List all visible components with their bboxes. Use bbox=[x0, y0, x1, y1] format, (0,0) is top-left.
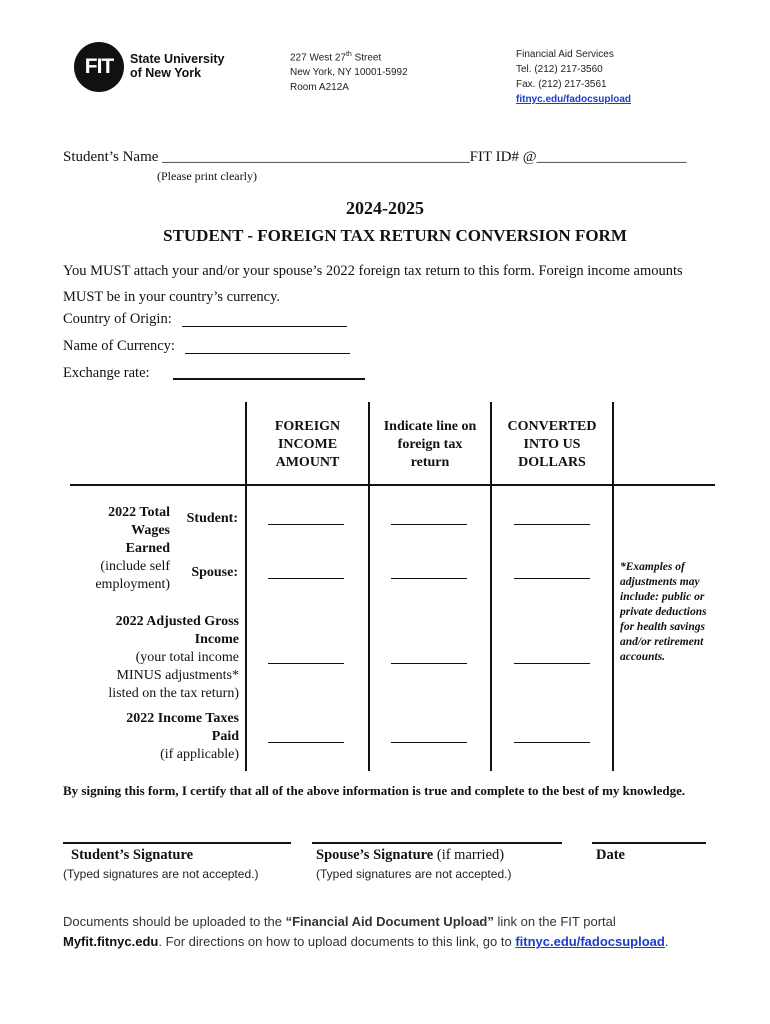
student-converted-field[interactable] bbox=[514, 524, 590, 525]
certification-text: By signing this form, I certify that all of the above information is true and complete to the best of my knowledge. bbox=[63, 783, 686, 798]
student-signature-label: Student’s Signature bbox=[71, 847, 194, 863]
intro-text: You MUST attach your and/or your spouse’s 2022 foreign tax return to this form. Foreign income amounts MUST be in your country’s currency. bbox=[63, 263, 683, 305]
date-line[interactable] bbox=[592, 842, 706, 844]
contact-block: Financial Aid Services Tel. (212) 217-3560 Fax. (212) 217-3561 fitnyc.edu/fadocsupload bbox=[516, 49, 632, 105]
exchange-label: Exchange rate: bbox=[63, 365, 150, 381]
spouse-foreign-field[interactable] bbox=[268, 578, 344, 579]
form-year: 2024-2025 bbox=[346, 198, 424, 218]
form-title: STUDENT - FOREIGN TAX RETURN CONVERSION FORM bbox=[163, 226, 627, 245]
upload-link[interactable]: fitnyc.edu/fadocsupload bbox=[516, 94, 632, 105]
row-label-wages: 2022 Total Wages Earned (include self employment) bbox=[95, 505, 170, 592]
country-label: Country of Origin: bbox=[63, 311, 172, 327]
student-line-field[interactable] bbox=[391, 524, 467, 525]
portal-link[interactable]: Myfit.fitnyc.edu bbox=[63, 934, 159, 949]
agi-converted-field[interactable] bbox=[514, 663, 590, 664]
exchange-field[interactable] bbox=[173, 378, 365, 380]
header-line-indicator: Indicate line on foreign tax return bbox=[383, 419, 477, 470]
header-converted: CONVERTED INTO US DOLLARS bbox=[507, 419, 597, 470]
agi-foreign-field[interactable] bbox=[268, 663, 344, 664]
student-name-line: Student’s Name _________________________________________FIT ID# @____________________ bbox=[63, 149, 687, 165]
row-label-spouse: Spouse: bbox=[191, 565, 238, 580]
upload-instructions: Documents should be uploaded to the “Financial Aid Document Upload” link on the FIT portal Myfit.fitnyc.edu. For directions on how to upload documents to this link, go to fitnyc.edu/fadocsupload. bbox=[63, 914, 669, 949]
row-label-student: Student: bbox=[186, 511, 238, 526]
address-block: 227 West 27th Street New York, NY 10001-5992 Room A212A bbox=[290, 47, 408, 95]
row-label-agi: 2022 Adjusted Gross Income (your total income MINUS adjustments* listed on the tax return) bbox=[108, 614, 239, 701]
spouse-line-field[interactable] bbox=[391, 578, 467, 579]
table-divider bbox=[490, 486, 492, 771]
address-street: 227 West 27th Street bbox=[290, 51, 382, 64]
table-header-rule bbox=[70, 484, 715, 486]
table-divider bbox=[612, 402, 614, 484]
spouse-converted-field[interactable] bbox=[514, 578, 590, 579]
student-signature-line[interactable] bbox=[63, 842, 291, 844]
taxes-converted-field[interactable] bbox=[514, 742, 590, 743]
typed-note-student: (Typed signatures are not accepted.) bbox=[63, 867, 259, 881]
taxes-foreign-field[interactable] bbox=[268, 742, 344, 743]
spouse-signature-label: Spouse’s Signature (if married) bbox=[316, 847, 505, 863]
country-field[interactable] bbox=[182, 326, 347, 327]
table-divider bbox=[368, 486, 370, 771]
adjustments-note: *Examples of adjustments may include: public or private deductions for health savings and/or retirement accounts. bbox=[620, 561, 707, 663]
spouse-signature-line[interactable] bbox=[312, 842, 562, 844]
print-note: (Please print clearly) bbox=[157, 169, 257, 183]
row-label-taxes: 2022 Income Taxes Paid (if applicable) bbox=[126, 711, 239, 762]
fit-logo: FIT bbox=[74, 42, 124, 92]
table-divider bbox=[245, 486, 247, 771]
currency-field[interactable] bbox=[185, 353, 350, 354]
student-foreign-field[interactable] bbox=[268, 524, 344, 525]
table-divider bbox=[612, 486, 614, 771]
currency-label: Name of Currency: bbox=[63, 338, 175, 354]
header-foreign-income: FOREIGN INCOME AMOUNT bbox=[274, 419, 341, 470]
agi-line-field[interactable] bbox=[391, 663, 467, 664]
taxes-line-field[interactable] bbox=[391, 742, 467, 743]
logo-text: State University of New York bbox=[130, 52, 225, 80]
typed-note-spouse: (Typed signatures are not accepted.) bbox=[316, 867, 512, 881]
footer-upload-link[interactable]: fitnyc.edu/fadocsupload bbox=[515, 934, 665, 949]
date-label: Date bbox=[596, 847, 625, 863]
